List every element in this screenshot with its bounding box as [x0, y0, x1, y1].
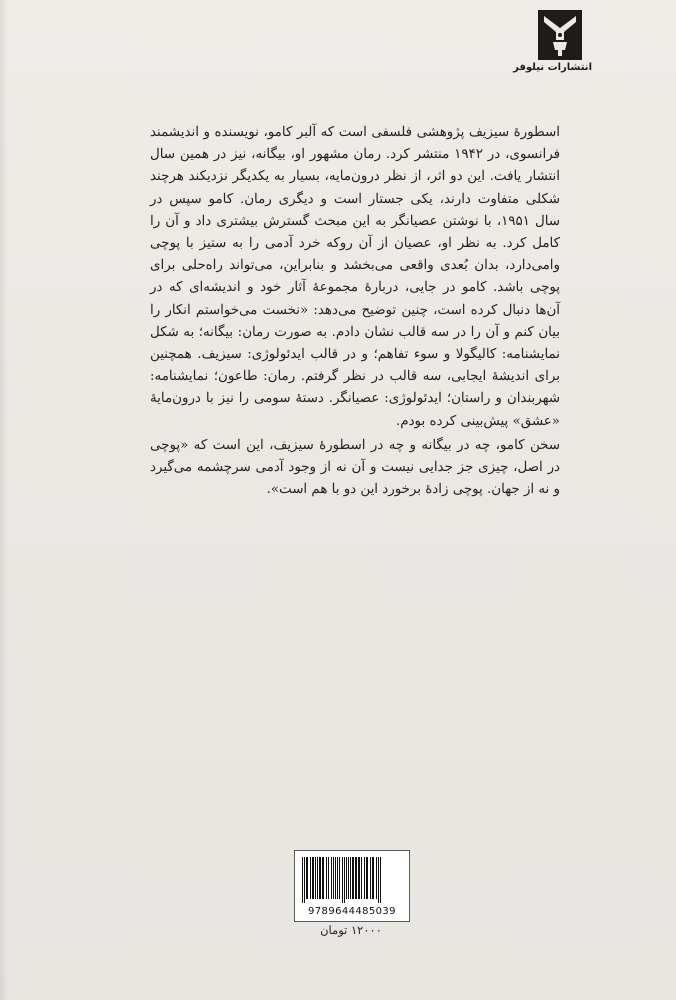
blurb-paragraph: اسطورهٔ سیزیف پژوهشی فلسفی است که آلبر کامو، نویسنده و اندیشمند فرانسوی، در ۱۹۴۲ منتشر کرد. رمان مشهور او، بیگانه، نیز در همین سال انتشار یافت. این دو اثر، از نظر درون‌مایه، بسیار به یکدیگر نزدیکند هرچند شکلی متفاوت دارند، یکی جستار است و دیگری رمان. کامو سپس در سال ۱۹۵۱، با نوشتن عصیانگر به این مبحث گسترش بیشتری داد و آن را کامل کرد. به نظر او، عصیان از آن روکه خرد آدمی را به ستیز با پوچی وامی‌دارد، بدان بُعدی واقعی می‌بخشد و بنابراین، می‌تواند راه‌حلی برای پوچی باشد. کامو در جایی، دربارهٔ مجموعهٔ آثار خود و اندیشه‌ای که در آن‌ها دنبال کرده است، چنین توضیح می‌دهد: «نخست می‌خواستم انکار را بیان کنم و آن را در سه قالب نشان دادم. به صورت رمان: بیگانه؛ به شکل نمایشنامه: کالیگولا و سوء تفاهم؛ و در قالب ایدئولوژی: سیزیف. همچنین برای اندیشهٔ ایجابی، سه قالب در نظر گرفتم. رمان: طاعون؛ نمایشنامه: شهربندان و راستان؛ ایدئولوژی: عصیانگر. دستهٔ سومی را نیز با درون‌مایهٔ «عشق» پیش‌بینی کرده بودم. [150, 125, 560, 429]
barcode-bar [352, 857, 354, 899]
barcode-bar [335, 857, 336, 899]
barcode-bar [364, 857, 365, 899]
barcode-bar [372, 857, 374, 899]
barcode-bar [378, 857, 379, 903]
barcode-bar [339, 857, 340, 899]
nilufar-publisher-logo-icon [538, 10, 582, 60]
barcode-bar [361, 857, 362, 899]
barcode-bar [376, 857, 377, 899]
barcode-bar [331, 857, 332, 899]
barcode-bar [350, 857, 351, 899]
publisher-name: انتشارات نیلوفر [513, 62, 592, 73]
barcode-bar [306, 857, 308, 899]
barcode-bar [302, 857, 303, 903]
barcode-bar [355, 857, 357, 899]
barcode-bar [315, 857, 316, 899]
price-label: ۱۲۰۰۰ تومان [320, 923, 382, 937]
isbn-barcode [294, 850, 410, 922]
isbn-number: 9789644485039 [308, 906, 396, 917]
barcode-bar [310, 857, 311, 899]
barcode-bar [342, 857, 343, 903]
barcode-bar [304, 857, 305, 903]
barcode-bar [317, 857, 318, 899]
publisher-logo [513, 10, 592, 84]
barcode-bar [380, 857, 381, 903]
barcode-bar [346, 857, 347, 899]
barcode-bar [348, 857, 349, 899]
barcode-bar [326, 857, 327, 899]
barcode-bar [328, 857, 329, 899]
barcode-bar [337, 857, 338, 899]
page-edge-shadow [0, 0, 8, 1000]
barcode-bar [312, 857, 314, 899]
barcode-bar [333, 857, 334, 899]
barcode-icon [301, 857, 403, 905]
barcode-bar [319, 857, 321, 899]
barcode-bar [370, 857, 371, 899]
barcode-bar [344, 857, 345, 903]
barcode-bar [358, 857, 360, 899]
blurb-paragraph: سخن کامو، چه در بیگانه و چه در اسطورهٔ سیزیف، این است که «پوچی در اصل، چیزی جز جدایی نیست و آن نه از وجود آدمی سرچشمه می‌گیرد و نه از جهان. پوچی زادهٔ برخورد این دو با هم است». [150, 437, 560, 498]
barcode-bar [366, 857, 368, 899]
barcode-bar [322, 857, 324, 899]
back-cover-blurb [150, 122, 560, 501]
